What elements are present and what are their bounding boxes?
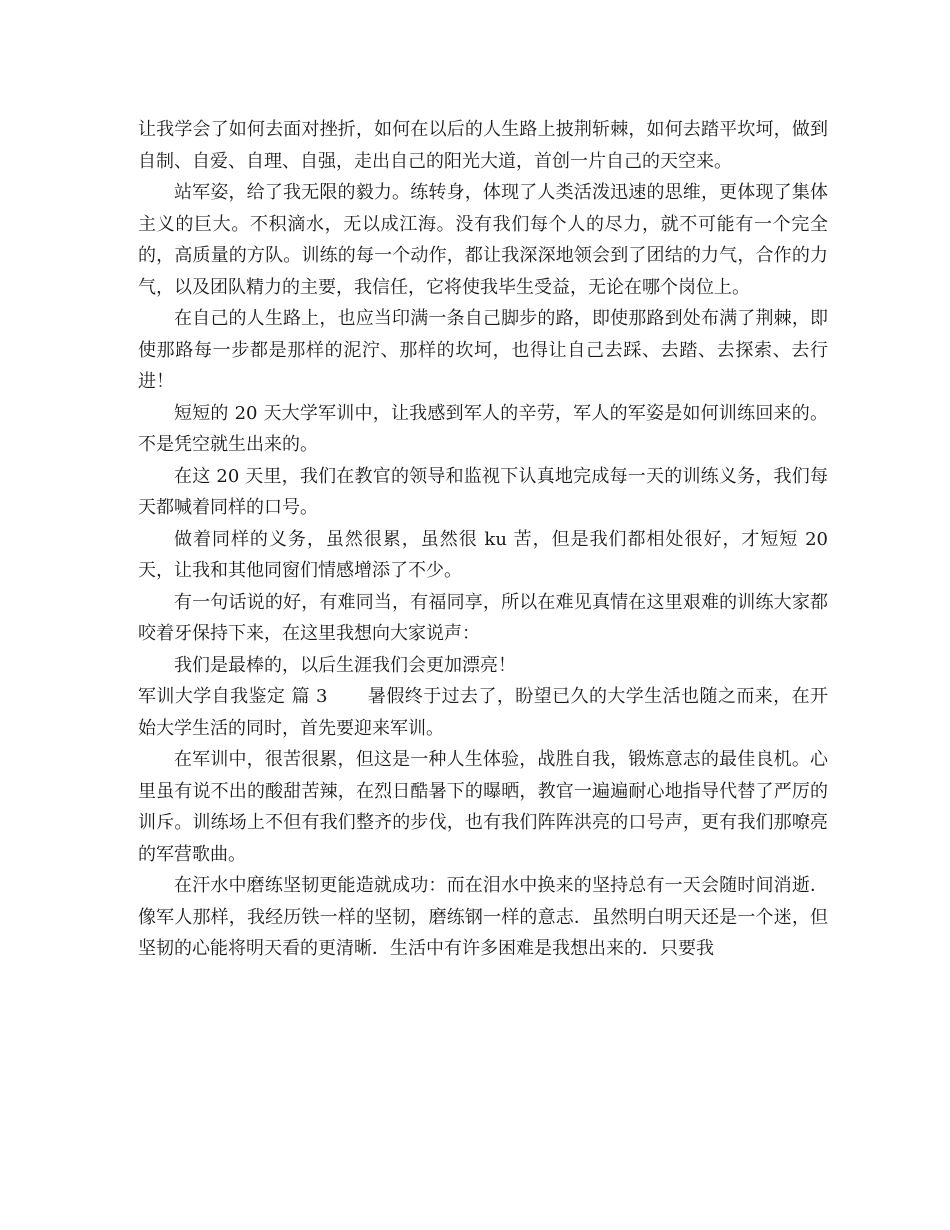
paragraph: 做着同样的义务，虽然很累，虽然很 ku 苦，但是我们都相处很好，才短短 20 天，让我和其他同窗们情感增添了不少。: [138, 528, 828, 581]
paragraph: 在这 20 天里，我们在教官的领导和监视下认真地完成每一天的训练义务，我们每天都喊着同样的口号。: [138, 465, 828, 518]
paragraph: 有一句话说的好，有难同当，有福同享，所以在难见真情在这里艰难的训练大家都咬着牙保持下来，在这里我想向大家说声：: [138, 591, 828, 644]
paragraph: 短短的 20 天大学军训中，让我感到军人的辛劳，军人的军姿是如何训练回来的。不是凭空就生出来的。: [138, 402, 828, 455]
paragraph: 让我学会了如何去面对挫折，如何在以后的人生路上披荆斩棘，如何去踏平坎坷，做到自制、自爱、自理、自强，走出自己的阳光大道，首创一片自己的天空来。: [138, 119, 828, 172]
paragraph: 在军训中，很苦很累，但这是一种人生体验，战胜自我，锻炼意志的最佳良机。心里虽有说不出的酸甜苦辣，在烈日酷暑下的曝晒，教官一遍遍耐心地指导代替了严厉的训斥。训练场上不但有我们整齐的步伐，也有我们阵阵洪亮的口号声，更有我们那嘹亮的军营歌曲。: [138, 749, 828, 865]
paragraph: 站军姿，给了我无限的毅力。练转身，体现了人类活泼迅速的思维，更体现了集体主义的巨大。不积滴水，无以成江海。没有我们每个人的尽力，就不可能有一个完全的，高质量的方队。训练的每一个动作，都让我深深地领会到了团结的力气，合作的力气，以及团队精力的主要，我信任，它将使我毕生受益，无论在哪个岗位上。: [138, 182, 828, 298]
section-lead: 暑假终于过去了，盼望已久的大学生活也随之而来，在开始大学生活的同时，首先要迎来军训。: [138, 686, 828, 739]
paragraph: 在汗水中磨练坚韧更能造就成功：而在泪水中换来的坚持总有一天会随时间消逝．像军人那样，我经历铁一样的坚韧，磨练钢一样的意志．虽然明白明天还是一个迷，但坚韧的心能将明天看的更清晰．生活中有许多困难是我想出来的．只要我: [138, 875, 828, 959]
document-body: [138, 114, 828, 965]
section-heading-paragraph: [138, 681, 828, 744]
paragraph: 我们是最棒的，以后生涯我们会更加漂亮！: [174, 654, 516, 676]
section-heading: 军训大学自我鉴定 篇 3: [138, 686, 328, 707]
paragraph: 在自己的人生路上，也应当印满一条自己脚步的路，即使那路到处布满了荆棘，即使那路每一步都是那样的泥泞、那样的坎坷，也得让自己去踩、去踏、去探索、去行进！: [138, 308, 828, 392]
